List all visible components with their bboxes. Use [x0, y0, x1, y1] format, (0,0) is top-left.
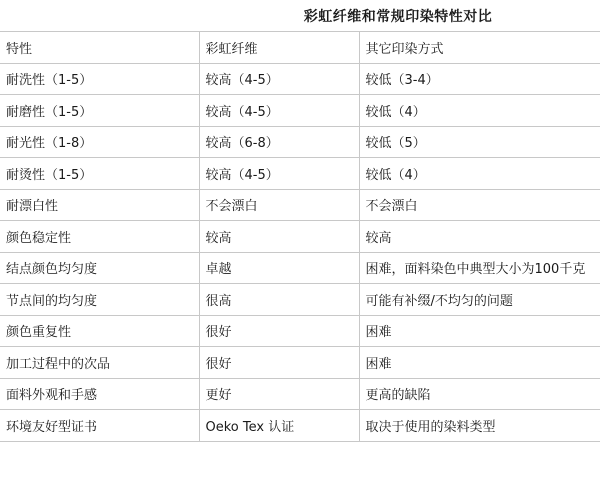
header-cell-rainbow-fiber: 彩虹纤维: [199, 32, 359, 64]
table-cell: 较高（4-5）: [199, 63, 359, 95]
table-cell: 加工过程中的次品: [0, 347, 199, 379]
table-cell: 可能有补缀/不均匀的问题: [359, 284, 600, 316]
table-cell: 不会漂白: [199, 189, 359, 221]
table-row: [0, 315, 600, 347]
table-row: [0, 347, 600, 379]
table-header-row: [0, 32, 600, 64]
table-cell: 困难: [359, 347, 600, 379]
table-row: [0, 189, 600, 221]
table-row: [0, 252, 600, 284]
header-cell-other-dyeing: 其它印染方式: [359, 32, 600, 64]
table-cell: 较高: [199, 221, 359, 253]
table-cell: 较高: [359, 221, 600, 253]
table-cell: 较低（4）: [359, 158, 600, 190]
table-cell: 环境友好型证书: [0, 410, 199, 442]
table-row: [0, 221, 600, 253]
table-cell: 困难，面料染色中典型大小为100千克: [359, 252, 600, 284]
table-cell: 节点间的均匀度: [0, 284, 199, 316]
table-row: [0, 63, 600, 95]
table-cell: 耐磨性（1-5）: [0, 95, 199, 127]
table-cell: 较高（6-8）: [199, 126, 359, 158]
table-cell: 较高（4-5）: [199, 158, 359, 190]
table-cell: 面料外观和手感: [0, 378, 199, 410]
table-row: [0, 378, 600, 410]
table-cell: 很好: [199, 315, 359, 347]
table-row: [0, 158, 600, 190]
table-row: [0, 126, 600, 158]
table-cell: 较低（3-4）: [359, 63, 600, 95]
table-row: [0, 284, 600, 316]
table-row: [0, 95, 600, 127]
table-cell: 很高: [199, 284, 359, 316]
table-cell: 很好: [199, 347, 359, 379]
table-cell: 取决于使用的染料类型: [359, 410, 600, 442]
table-cell: 更高的缺陷: [359, 378, 600, 410]
table-cell: 卓越: [199, 252, 359, 284]
table-cell: 耐烫性（1-5）: [0, 158, 199, 190]
table-cell: 耐洗性（1-5）: [0, 63, 199, 95]
table-cell: Oeko Tex 认证: [199, 410, 359, 442]
table-cell: 更好: [199, 378, 359, 410]
table-cell: 耐漂白性: [0, 189, 199, 221]
header-cell-feature: 特性: [0, 32, 199, 64]
table-cell: 不会漂白: [359, 189, 600, 221]
table-cell: 困难: [359, 315, 600, 347]
table-row: [0, 410, 600, 442]
table-cell: 较低（5）: [359, 126, 600, 158]
table-cell: 颜色重复性: [0, 315, 199, 347]
table-cell: 较高（4-5）: [199, 95, 359, 127]
table-cell: 耐光性（1-8）: [0, 126, 199, 158]
table-cell: 结点颜色均匀度: [0, 252, 199, 284]
table-cell: 颜色稳定性: [0, 221, 199, 253]
table-cell: 较低（4）: [359, 95, 600, 127]
page-title: 彩虹纤维和常规印染特性对比: [303, 9, 493, 25]
comparison-table: [0, 31, 600, 442]
